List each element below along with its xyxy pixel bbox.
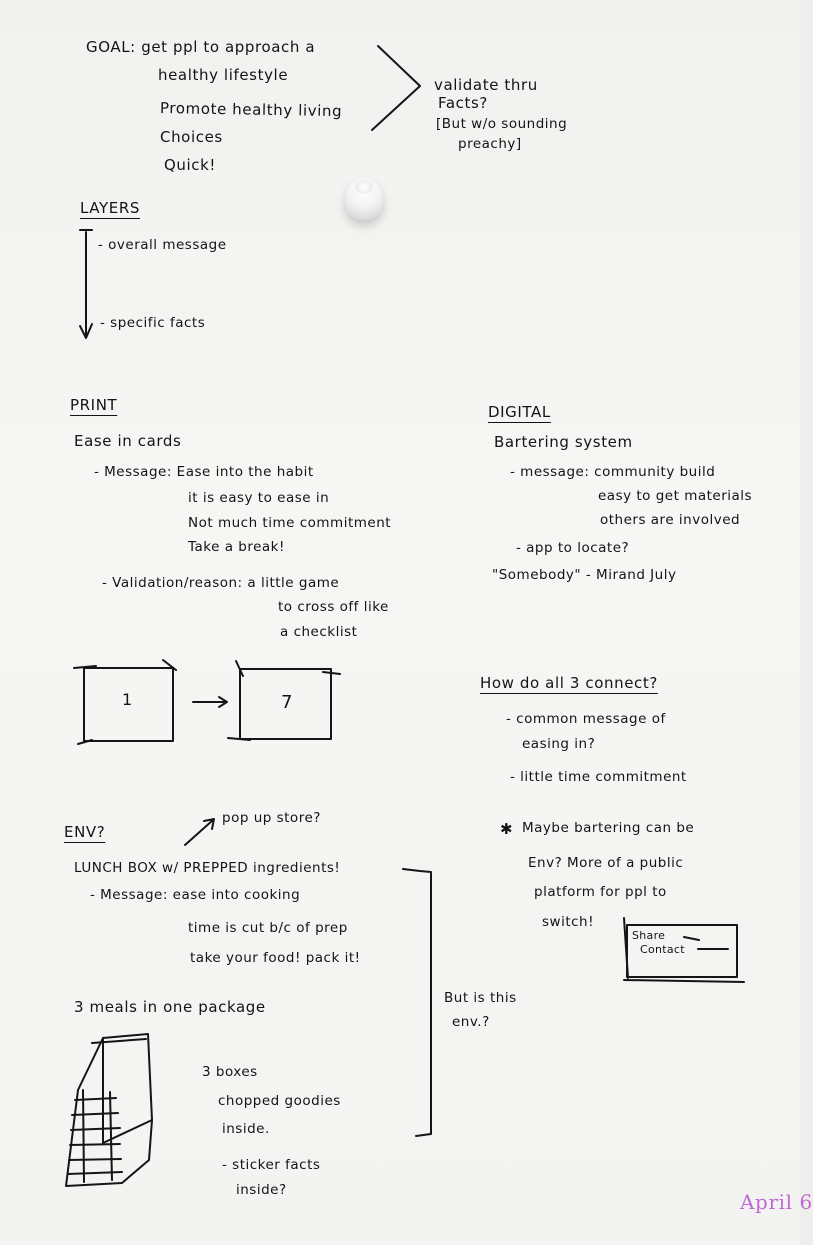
env-facts-1: - sticker facts xyxy=(222,1157,321,1173)
lunchbox-sketch xyxy=(66,1034,152,1186)
connect-note-4: switch! xyxy=(542,914,595,930)
goal-line-2: healthy lifestyle xyxy=(158,66,289,84)
connect-note-2: Env? More of a public xyxy=(528,855,684,871)
digital-message-3: others are involved xyxy=(600,512,741,528)
digital-message-2: easy to get materials xyxy=(598,488,753,504)
layers-arrow xyxy=(80,232,92,338)
digital-item-3: "Somebody" - Mirand July xyxy=(492,567,677,583)
print-title: Ease in cards xyxy=(74,432,182,450)
card-arrow xyxy=(193,697,227,707)
connect-note-1: Maybe bartering can be xyxy=(522,820,695,836)
connect-item-1: - common message of xyxy=(506,711,666,727)
goal-brace xyxy=(372,46,420,130)
digital-message-1: - message: community build xyxy=(510,464,716,480)
goal-aside-1: validate thru xyxy=(434,76,538,94)
share-box-label-2: Contact xyxy=(640,943,685,956)
env-message-2: time is cut b/c of prep xyxy=(188,920,348,936)
goal-line-1: GOAL: get ppl to approach a xyxy=(86,38,316,56)
print-validation-3: a checklist xyxy=(280,624,358,640)
env-question-2: env.? xyxy=(452,1014,490,1030)
digital-item-2: - app to locate? xyxy=(516,540,630,556)
goal-aside-2: Facts? xyxy=(438,94,488,112)
env-boxes-1: 3 boxes xyxy=(202,1064,258,1080)
env-message-1: - Message: ease into cooking xyxy=(90,887,301,903)
goal-line-4: Choices xyxy=(160,128,223,146)
card-1-number: 1 xyxy=(122,690,133,709)
print-validation-1: - Validation/reason: a little game xyxy=(102,575,340,591)
goal-aside-4: preachy] xyxy=(458,136,522,152)
print-message-2: it is easy to ease in xyxy=(188,490,330,506)
print-message-4: Take a break! xyxy=(188,539,285,555)
env-popup: pop up store? xyxy=(222,810,321,826)
print-message-1: - Message: Ease into the habit xyxy=(94,464,314,480)
connect-item-2: - little time commitment xyxy=(510,769,687,785)
digital-heading: DIGITAL xyxy=(488,403,551,421)
card-7-number: 7 xyxy=(281,692,294,713)
env-boxes-3: inside. xyxy=(222,1121,270,1137)
goal-aside-3: [But w/o sounding xyxy=(436,116,568,132)
env-meals: 3 meals in one package xyxy=(74,998,266,1016)
share-box-label-1: Share xyxy=(632,929,666,942)
digital-title: Bartering system xyxy=(494,433,633,451)
popup-arrow xyxy=(185,819,214,845)
env-boxes-2: chopped goodies xyxy=(218,1093,341,1109)
date-label: April 6 xyxy=(740,1190,813,1214)
goal-line-5: Quick! xyxy=(164,156,217,174)
layers-item-1: - overall message xyxy=(98,237,227,253)
env-message-3: take your food! pack it! xyxy=(190,950,361,966)
env-question-1: But is this xyxy=(444,990,517,1006)
connect-star-icon: ✱ xyxy=(500,820,514,838)
connect-item-1b: easing in? xyxy=(522,736,596,752)
print-message-3: Not much time commitment xyxy=(188,515,392,531)
layers-heading: LAYERS xyxy=(80,199,140,217)
connect-heading: How do all 3 connect? xyxy=(480,674,658,692)
print-validation-2: to cross off like xyxy=(278,599,389,615)
print-heading: PRINT xyxy=(70,396,118,414)
connect-note-3: platform for ppl to xyxy=(534,884,667,900)
env-heading: ENV? xyxy=(64,823,106,841)
layers-item-2: - specific facts xyxy=(100,315,206,331)
goal-line-3: Promote healthy living xyxy=(159,99,343,121)
env-title: LUNCH BOX w/ PREPPED ingredients! xyxy=(74,860,341,876)
env-facts-2: inside? xyxy=(236,1182,287,1198)
env-bracket xyxy=(403,869,431,1136)
